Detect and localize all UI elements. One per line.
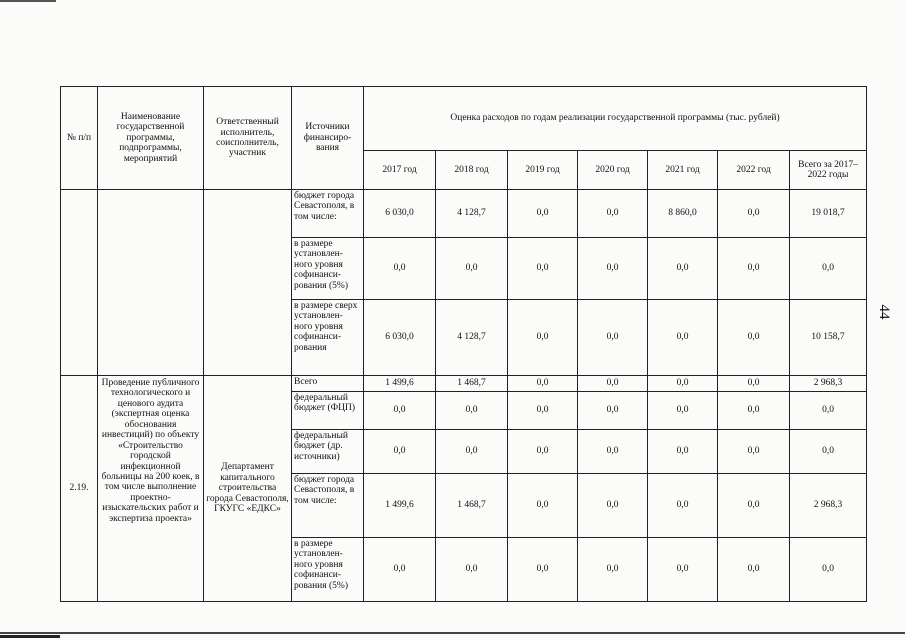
value-cell: 0,0 (578, 376, 648, 392)
value-cell: 0,0 (436, 430, 508, 474)
table-row (61, 190, 867, 238)
header-num: № п/п (61, 87, 98, 190)
empty-executor-cell (204, 190, 292, 376)
empty-name-cell (98, 190, 204, 376)
value-cell: 0,0 (718, 430, 790, 474)
header-sources: Источники финансиро-вания (292, 87, 364, 190)
value-cell: 1 499,6 (364, 376, 436, 392)
value-cell: 1 468,7 (436, 474, 508, 538)
header-year: 2020 год (578, 151, 648, 190)
value-cell: 0,0 (718, 474, 790, 538)
value-cell: 0,0 (648, 392, 718, 430)
value-cell: 0,0 (436, 238, 508, 300)
value-cell: 0,0 (508, 190, 578, 238)
scan-edge-top (0, 0, 56, 2)
budget-table (60, 86, 867, 602)
value-cell: 0,0 (718, 538, 790, 602)
value-cell-total: 0,0 (790, 430, 867, 474)
value-cell: 0,0 (648, 238, 718, 300)
value-cell: 0,0 (648, 376, 718, 392)
value-cell: 0,0 (648, 538, 718, 602)
header-name: Наименование государственной программы, подпрограммы, мероприятий (98, 87, 204, 190)
value-cell: 4 128,7 (436, 300, 508, 376)
value-cell: 0,0 (718, 238, 790, 300)
value-cell: 0,0 (578, 430, 648, 474)
value-cell-total: 19 018,7 (790, 190, 867, 238)
value-cell-total: 0,0 (790, 538, 867, 602)
value-cell: 4 128,7 (436, 190, 508, 238)
value-cell: 0,0 (508, 300, 578, 376)
header-year-total: Всего за 2017–2022 годы (790, 151, 867, 190)
source-cell: в размере установлен-ного уровня софинанси-рования (5%) (292, 538, 364, 602)
value-cell: 0,0 (718, 392, 790, 430)
value-cell: 0,0 (364, 430, 436, 474)
value-cell: 1 468,7 (436, 376, 508, 392)
value-cell: 0,0 (436, 392, 508, 430)
scan-edge-bottom-mark (0, 635, 60, 638)
item-name: Проведение публичного технологического и ценового аудита (экспертная оценка обоснования инвестиций) по объекту «Строительство городской инфекционной больницы на 200 коек, в том числе выполнение проектно-изыскательских работ и экспертиза проекта» (98, 376, 204, 602)
value-cell: 8 860,0 (648, 190, 718, 238)
value-cell: 0,0 (508, 238, 578, 300)
value-cell-total: 2 968,3 (790, 474, 867, 538)
source-cell: в размере сверх установлен-ного уровня софинанси-рования (292, 300, 364, 376)
header-year: 2017 год (364, 151, 436, 190)
value-cell: 1 499,6 (364, 474, 436, 538)
item-executor: Департамент капитального строительства города Севастополя, ГКУГС «ЕДКС» (204, 376, 292, 602)
header-estimate: Оценка расходов по годам реализации государственной программы (тыс. рублей) (364, 87, 867, 151)
header-year: 2019 год (508, 151, 578, 190)
header-executor: Ответственный исполнитель, соисполнитель, участник (204, 87, 292, 190)
value-cell-total: 10 158,7 (790, 300, 867, 376)
value-cell: 0,0 (364, 392, 436, 430)
empty-num-cell (61, 190, 98, 376)
value-cell: 6 030,0 (364, 300, 436, 376)
value-cell: 0,0 (436, 538, 508, 602)
value-cell: 0,0 (508, 376, 578, 392)
value-cell: 0,0 (508, 474, 578, 538)
source-cell: федеральный бюджет (др. источники) (292, 430, 364, 474)
scan-edge-bottom (0, 632, 905, 634)
value-cell: 6 030,0 (364, 190, 436, 238)
value-cell: 0,0 (648, 300, 718, 376)
value-cell: 0,0 (364, 238, 436, 300)
value-cell: 0,0 (364, 538, 436, 602)
value-cell: 0,0 (578, 474, 648, 538)
header-year: 2018 год (436, 151, 508, 190)
table-row (61, 376, 867, 392)
source-cell: федеральный бюджет (ФЦП) (292, 392, 364, 430)
header-year: 2022 год (718, 151, 790, 190)
source-cell: бюджет города Севастополя, в том числе: (292, 190, 364, 238)
value-cell-total: 0,0 (790, 238, 867, 300)
source-cell: Всего (292, 376, 364, 392)
value-cell-total: 2 968,3 (790, 376, 867, 392)
value-cell: 0,0 (578, 538, 648, 602)
source-cell: в размере установлен-ного уровня софинанси-рования (5%) (292, 238, 364, 300)
source-cell: бюджет города Севастополя, в том числе: (292, 474, 364, 538)
value-cell: 0,0 (578, 190, 648, 238)
value-cell: 0,0 (718, 190, 790, 238)
value-cell: 0,0 (578, 392, 648, 430)
value-cell: 0,0 (648, 474, 718, 538)
value-cell: 0,0 (578, 300, 648, 376)
value-cell: 0,0 (648, 430, 718, 474)
value-cell-total: 0,0 (790, 392, 867, 430)
value-cell: 0,0 (718, 376, 790, 392)
value-cell: 0,0 (718, 300, 790, 376)
value-cell: 0,0 (508, 392, 578, 430)
value-cell: 0,0 (508, 430, 578, 474)
item-number: 2.19. (61, 376, 98, 602)
value-cell: 0,0 (578, 238, 648, 300)
header-year: 2021 год (648, 151, 718, 190)
value-cell: 0,0 (508, 538, 578, 602)
page-number: 44 (876, 304, 892, 320)
